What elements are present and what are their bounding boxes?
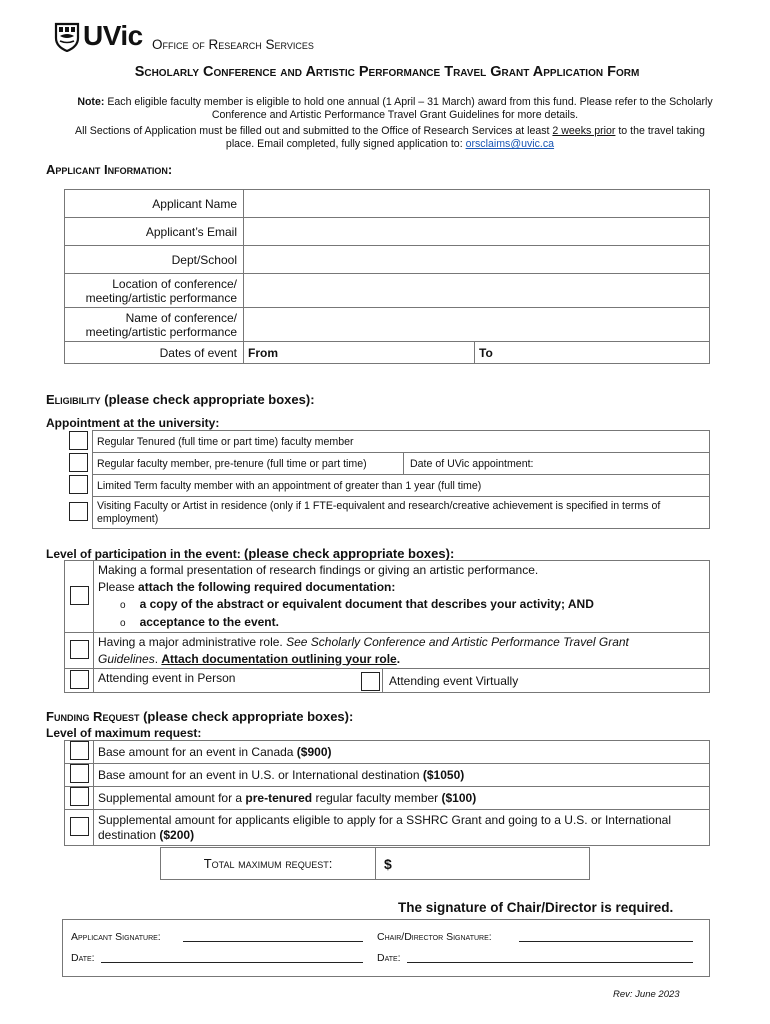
submit-text-b: to the travel taking <box>615 125 705 137</box>
location-label-1: Location of conference/ <box>112 276 237 291</box>
eligibility-heading-rest: (please check appropriate boxes): <box>100 392 315 407</box>
admin-line-2a: Guidelines <box>98 651 155 666</box>
total-amount-field[interactable] <box>376 848 590 880</box>
international-checkbox[interactable] <box>70 764 89 783</box>
location-label-2: meeting/artistic performance <box>85 290 237 305</box>
applicant-email-label: Applicant’s Email <box>65 218 244 246</box>
admin-line-1b: See Scholarly Conference and Artistic Performance Travel Grant <box>286 634 629 649</box>
applicant-heading: Applicant Information: <box>46 162 173 177</box>
bullet-marker-2: o <box>120 617 126 629</box>
pretenured-supplement-checkbox[interactable] <box>70 787 89 806</box>
conference-name-field[interactable] <box>244 308 710 342</box>
from-label: From <box>248 345 278 360</box>
international-amount: ($1050) <box>422 768 465 782</box>
logo-text: UVic <box>83 20 143 51</box>
presentation-checkbox[interactable] <box>70 586 89 605</box>
note-line-2: Conference and Artistic Performance Travel Grant Guidelines for more details. <box>211 109 579 121</box>
eligibility-heading <box>46 392 315 407</box>
in-person-label: Attending event in Person <box>98 670 236 685</box>
date1-line[interactable] <box>101 962 363 963</box>
conference-name-label-2: meeting/artistic performance <box>85 324 237 339</box>
pretenured-text-c: regular faculty member <box>312 791 442 805</box>
sshrc-checkbox[interactable] <box>70 817 89 836</box>
participation-label-b: (please check appropriate boxes): <box>244 546 455 561</box>
tenured-option: Regular Tenured (full time or part time) faculty member <box>93 431 710 453</box>
date-to-field[interactable] <box>475 342 710 364</box>
location-field[interactable] <box>244 274 710 308</box>
chair-signature-row <box>377 931 492 943</box>
virtual-checkbox[interactable] <box>361 672 380 691</box>
in-person-option <box>94 669 383 693</box>
note-line-1: Each eligible faculty member is eligible to hold one annual (1 April – 31 March) award from this fund. Please refer to the Scholarly <box>107 96 713 108</box>
canada-text: Base amount for an event in Canada <box>98 745 297 759</box>
dept-label: Dept/School <box>65 246 244 274</box>
pretenured-text-b: pre-tenured <box>245 791 313 805</box>
sshrc-option <box>94 810 710 846</box>
funding-heading-rest: (please check appropriate boxes): <box>139 709 354 724</box>
pretenure-checkbox[interactable] <box>69 453 88 472</box>
date2-line[interactable] <box>407 962 693 963</box>
appointment-date-label: Date of UVic appointment: <box>410 457 534 470</box>
revision-date: Rev: June 2023 <box>613 989 680 1000</box>
dates-label: Dates of event <box>65 342 244 364</box>
dept-field[interactable] <box>244 246 710 274</box>
chair-required-note: The signature of Chair/Director is required. <box>398 900 674 915</box>
visiting-option <box>93 497 710 529</box>
admin-line-2c: Attach documentation outlining your role <box>161 651 397 666</box>
limited-term-checkbox[interactable] <box>69 475 88 494</box>
canada-option <box>94 741 710 764</box>
date2-row <box>377 952 401 964</box>
note-label: Note: <box>77 96 105 108</box>
chair-signature-label: Chair/Director Signature: <box>377 931 492 943</box>
presentation-line-1: Making a formal presentation of research findings or giving an artistic performance. <box>98 562 539 577</box>
date2-label: Date: <box>377 952 401 964</box>
international-text: Base amount for an event in U.S. or International destination <box>98 768 423 782</box>
presentation-bullet-1: a copy of the abstract or equivalent document that describes your activity; AND <box>139 596 594 611</box>
appointment-label: Appointment at the university: <box>46 416 220 430</box>
pretenured-supplement-option <box>94 787 710 810</box>
admin-line-1a: Having a major administrative role. <box>98 634 287 649</box>
applicant-name-field[interactable] <box>244 190 710 218</box>
max-request-label: Level of maximum request: <box>46 726 202 740</box>
eligibility-heading-sc: Eligibility <box>46 392 101 407</box>
sshrc-amount: ($200) <box>159 827 195 842</box>
admin-role-checkbox[interactable] <box>70 640 89 659</box>
office-name: Office of Research Services <box>152 37 314 52</box>
pretenured-amount: ($100) <box>441 791 477 805</box>
submit-line-2: place. Email completed, fully signed application to: <box>225 138 466 150</box>
applicant-table <box>64 189 710 364</box>
submit-text-a: All Sections of Application must be filled out and submitted to the Office of Research Services at least <box>75 125 553 137</box>
admin-line-2b: . <box>154 651 162 666</box>
presentation-option <box>94 561 710 633</box>
limited-term-option: Limited Term faculty member with an appointment of greater than 1 year (full time) <box>93 475 710 497</box>
funding-table <box>64 740 710 846</box>
presentation-please: Please <box>98 579 139 594</box>
form-title: Scholarly Conference and Artistic Performance Travel Grant Application Form <box>134 64 640 80</box>
international-option <box>94 764 710 787</box>
conference-name-label-1: Name of conference/ <box>125 310 237 325</box>
signature-box <box>62 919 710 977</box>
admin-role-option <box>94 633 710 669</box>
currency-symbol: $ <box>384 855 392 872</box>
uvic-logo <box>54 22 144 54</box>
presentation-bullet-2: acceptance to the event. <box>139 614 279 629</box>
participation-table <box>64 560 710 693</box>
visiting-option-line-1: Visiting Faculty or Artist in residence (only if 1 FTE-equivalent and research/creative achievement is specified in terms of <box>97 499 661 512</box>
funding-heading-sc: Funding Request <box>46 709 140 724</box>
chair-signature-line[interactable] <box>519 941 693 942</box>
date-from-field[interactable] <box>244 342 475 364</box>
submission-instructions <box>40 125 740 151</box>
presentation-attach: attach the following required documentation: <box>138 579 396 594</box>
date1-row <box>71 952 95 964</box>
canada-checkbox[interactable] <box>70 741 89 760</box>
conference-name-label <box>65 308 244 342</box>
applicant-signature-row <box>71 931 161 943</box>
in-person-checkbox[interactable] <box>70 670 89 689</box>
sshrc-line-1: Supplemental amount for applicants eligible to apply for a SSHRC Grant and going to a U.S. or International <box>98 812 671 827</box>
total-label: Total maximum request: <box>161 848 376 880</box>
two-weeks-prior: 2 weeks prior <box>552 125 616 137</box>
canada-amount: ($900) <box>296 745 332 759</box>
shield-icon <box>54 22 80 52</box>
applicant-signature-line[interactable] <box>183 941 363 942</box>
applicant-name-label: Applicant Name <box>65 190 244 218</box>
eligibility-table <box>64 430 710 529</box>
bullet-marker-1: o <box>120 599 126 611</box>
visiting-checkbox[interactable] <box>69 502 88 521</box>
pretenure-option: Regular faculty member, pre-tenure (full time or part time) <box>93 453 404 475</box>
applicant-signature-label: Applicant Signature: <box>71 931 161 943</box>
appointment-date-field[interactable] <box>404 453 710 475</box>
total-request-table <box>160 847 590 880</box>
applicant-email-field[interactable] <box>244 218 710 246</box>
funding-heading <box>46 709 353 724</box>
pretenured-text-a: Supplemental amount for a <box>98 791 246 805</box>
virtual-option: Attending event Virtually <box>383 669 710 693</box>
participation-label-a: Level of participation in the event: <box>46 547 245 561</box>
tenured-checkbox[interactable] <box>69 431 88 450</box>
sshrc-line-2: destination <box>98 827 160 842</box>
email-link[interactable]: orsclaims@uvic.ca <box>465 138 555 150</box>
note <box>40 96 750 122</box>
location-label <box>65 274 244 308</box>
admin-line-2d: . <box>396 651 401 666</box>
visiting-option-line-2: employment) <box>97 512 159 525</box>
date1-label: Date: <box>71 952 95 964</box>
to-label: To <box>479 345 493 360</box>
